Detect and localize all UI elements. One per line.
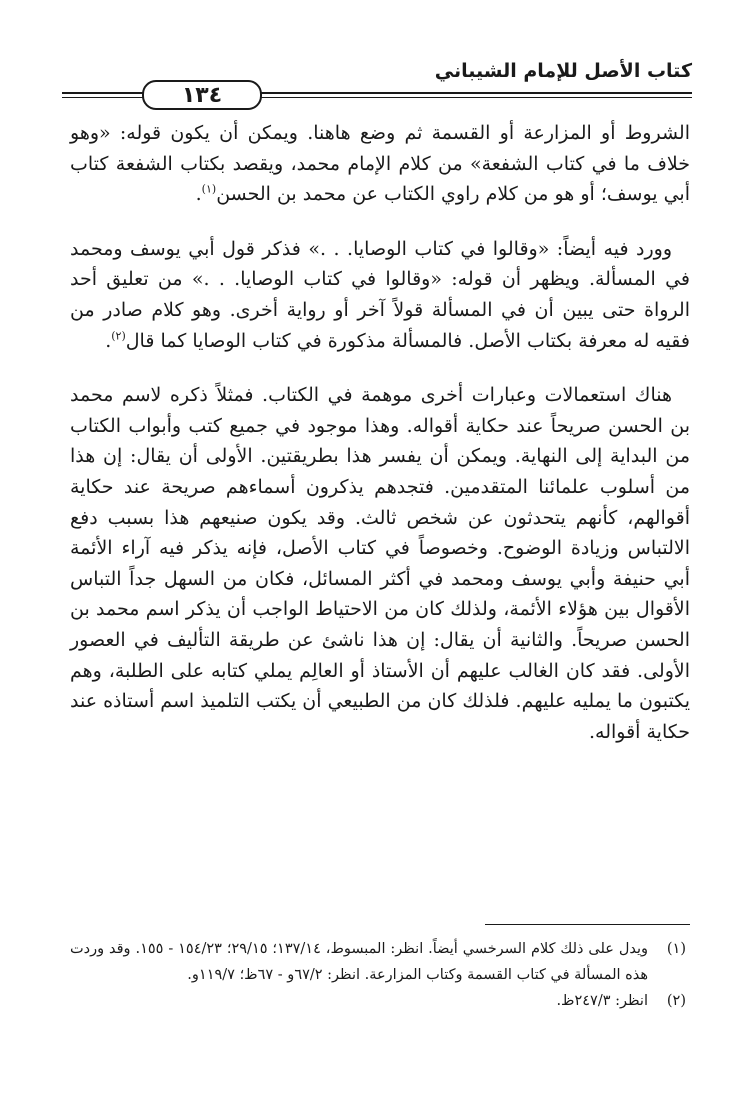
footnote-number: (١) [666, 941, 686, 957]
paragraph-end: . [105, 329, 112, 352]
footnote-number: (٢) [666, 993, 686, 1009]
page-header [62, 54, 692, 108]
page-number: ١٣٤ [181, 82, 223, 108]
paragraph-text: الشروط أو المزارعة أو القسمة ثم وضع هاهنا. ويمكن أن يكون قوله: «وهو خلاف ما في كتاب الشفعة» من كلام الإمام محمد، ويقصد بكتاب الشفعة كتاب أبي يوسف؛ أو هو من كلام راوي الكتاب عن محمد بن الحسن [70, 122, 690, 206]
footnote [70, 988, 686, 1014]
paragraph [70, 118, 690, 210]
footnote-ref[interactable]: (١) [201, 182, 217, 196]
footnote [70, 936, 686, 988]
paragraph: هناك استعمالات وعبارات أخرى موهمة في الكتاب. فمثلاً ذكره لاسم محمد بن الحسن صريحاً عند حكاية أقواله. وهذا موجود في جميع كتب وأبواب الكتاب من البداية إلى النهاية. ويمكن أن يفسر هذا بطريقتين. الأولى أن يقال: إن هذا من أسلوب علمائنا المتقدمين. فتجدهم يذكرون أسماءهم صريحة عند حكاية أقوالهم، كأنهم يتحدثون عن شخص ثالث. وقد يكون صنيعهم هذا بسبب دفع الالتباس وزيادة الوضوح. وخصوصاً في كتاب الأصل، فإنه يذكر فيه آراء الأئمة أبي حنيفة وأبي يوسف ومحمد في أكثر المسائل، فكان من السهل جداً التباس الأقوال بين هؤلاء الأئمة، ولذلك كان من الاحتياط الواجب أن يذكر اسم محمد بن الحسن صريحاً. والثانية أن يقال: إن هذا ناشئ عن طريقة التأليف في العصور الأولى. فقد كان الغالب عليهم أن الأستاذ أو العالِم يملي كتابه على الطلبة، وهم يكتبون ما يمليه عليهم. فلذلك كان من الطبيعي أن يكتب التلميذ اسم أستاذه عند حكاية أقواله. [70, 384, 690, 743]
main-text [70, 118, 690, 747]
footnotes [70, 936, 686, 1014]
footnote-ref[interactable]: (٢) [111, 329, 126, 343]
page-number-badge [142, 80, 262, 110]
book-title: كتاب الأصل للإمام الشيباني [434, 60, 692, 82]
footnote-text: انظر: ٢٤٧/٣ظ. [556, 993, 648, 1009]
footnote-separator [485, 924, 690, 925]
paragraph-end: . [195, 183, 202, 206]
paragraph-text: وورد فيه أيضاً: «وقالوا في كتاب الوصايا. . .» فذكر قول أبي يوسف ومحمد في المسألة. ويظهر أن قوله: «وقالوا في كتاب الوصايا. . .» من تعليق أحد الرواة حتى يبين أن في المسألة قولاً آخر أو رواية أخرى. وهو كلام صادر من فقيه له معرفة بكتاب الأصل. فالمسألة مذكورة في كتاب الوصايا كما قال [70, 237, 690, 352]
footnote-text: ويدل على ذلك كلام السرخسي أيضاً. انظر: المبسوط، ١٣٧/١٤؛ ٢٩/١٥؛ ١٥٤/٢٣ - ١٥٥. وقد وردت هذه المسألة في كتاب القسمة وكتاب المزارعة. انظر: ٦٧/٢و - ٦٧ظ؛ ١١٩/٧و. [70, 941, 649, 983]
paragraph [70, 234, 690, 356]
